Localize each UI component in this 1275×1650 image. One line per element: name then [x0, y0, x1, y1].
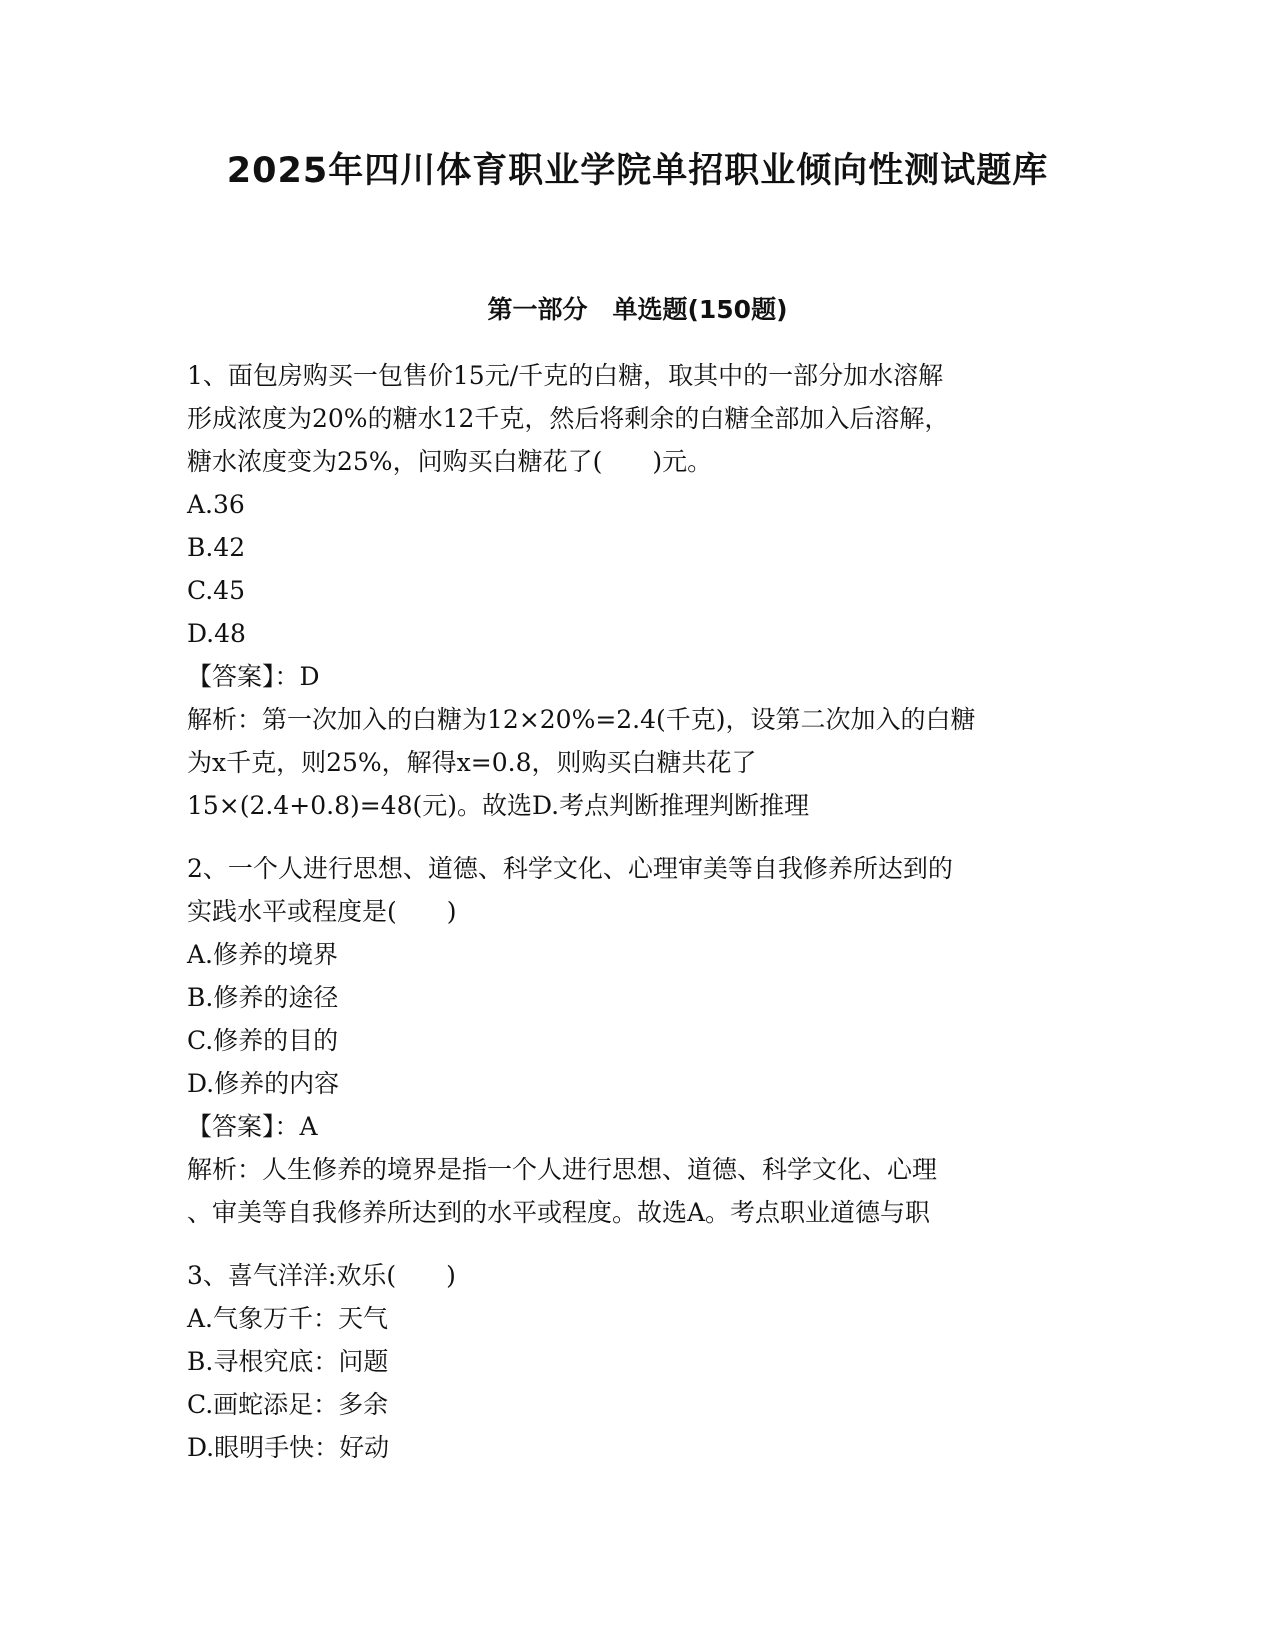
option-b: B.寻根究底：问题: [187, 1347, 389, 1376]
question-stem-line: 2、一个人进行思想、道德、科学文化、心理审美等自我修养所达到的: [187, 854, 953, 883]
answer-line: 【答案】：A: [187, 1112, 318, 1141]
option-d: D.48: [187, 619, 246, 648]
option-d: D.修养的内容: [187, 1069, 340, 1098]
question-item: [187, 847, 1087, 1234]
option-a: A.36: [187, 490, 245, 519]
option-a: A.修养的境界: [187, 940, 339, 969]
option-b: B.修养的途径: [187, 983, 339, 1012]
question-stem-line: 3、喜气洋洋:欢乐( ): [187, 1261, 456, 1290]
option-c: C.45: [187, 576, 245, 605]
question-item: [187, 354, 1087, 827]
option-a: A.气象万千：天气: [187, 1304, 389, 1333]
question-stem-line: 实践水平或程度是( ): [187, 897, 457, 926]
option-d: D.眼明手快：好动: [187, 1433, 390, 1462]
question-stem-line: 形成浓度为20%的糖水12千克，然后将剩余的白糖全部加入后溶解，: [187, 404, 950, 433]
analysis-line: 15×(2.4+0.8)=48(元)。故选D.考点判断推理判断推理: [187, 791, 810, 820]
analysis-line: 为x千克，则25%，解得x=0.8，则购买白糖共花了: [187, 748, 757, 777]
option-c: C.修养的目的: [187, 1026, 339, 1055]
analysis-line: 、审美等自我修养所达到的水平或程度。故选A。考点职业道德与职: [187, 1198, 931, 1227]
analysis-line: 解析：人生修养的境界是指一个人进行思想、道德、科学文化、心理: [187, 1155, 938, 1184]
section-title: 第一部分 单选题(150题): [487, 295, 788, 324]
document-title: 2025年四川体育职业学院单招职业倾向性测试题库: [226, 151, 1049, 191]
question-stem-line: 1、面包房购买一包售价15元/千克的白糖，取其中的一部分加水溶解: [187, 361, 944, 390]
option-b: B.42: [187, 533, 246, 562]
option-c: C.画蛇添足：多余: [187, 1390, 389, 1419]
question-item: [187, 1254, 1087, 1469]
question-list: [187, 354, 1087, 1489]
analysis-line: 解析：第一次加入的白糖为12×20%=2.4(千克)，设第二次加入的白糖: [187, 705, 976, 734]
answer-line: 【答案】：D: [187, 662, 320, 691]
question-stem-line: 糖水浓度变为25%，问购买白糖花了( )元。: [187, 447, 713, 476]
